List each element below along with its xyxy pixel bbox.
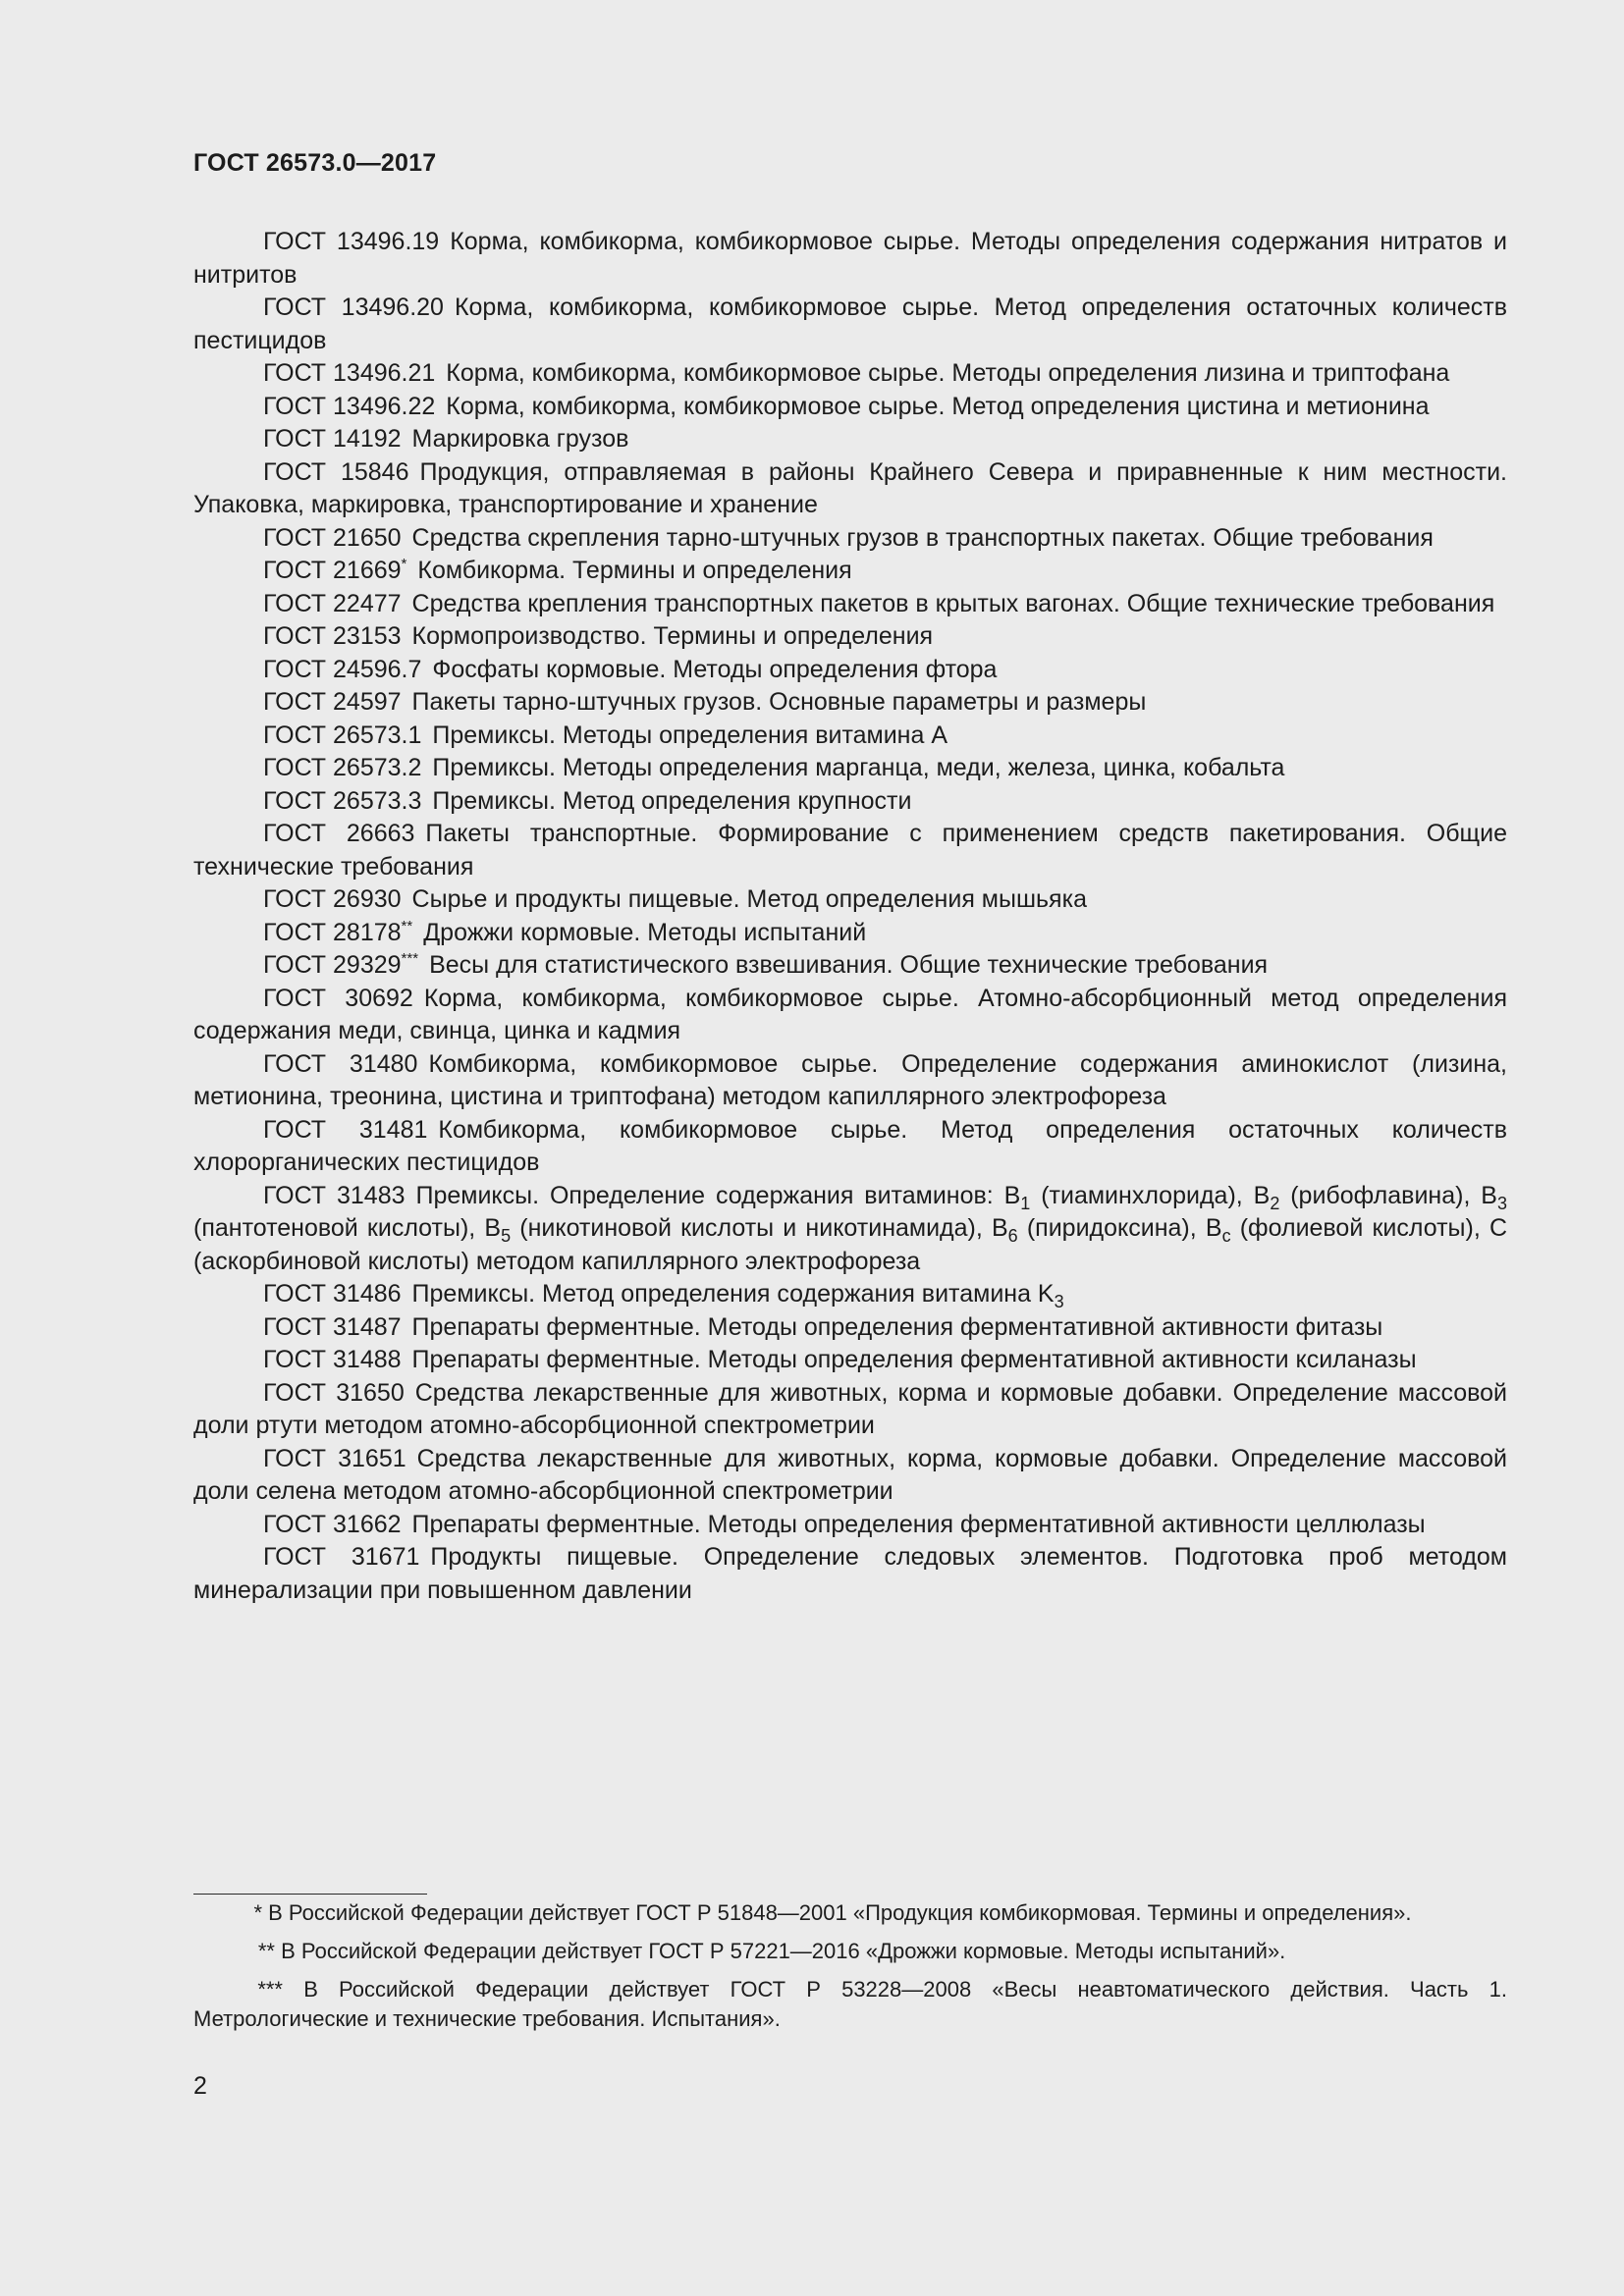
reference-item xyxy=(193,1344,1507,1377)
footnote-mark: ** xyxy=(257,1939,275,1963)
reference-code: ГОСТ 13496.19 xyxy=(263,228,440,255)
document-header: ГОСТ 26573.0—2017 xyxy=(193,149,437,177)
reference-code: ГОСТ 28178** xyxy=(263,917,413,946)
reference-code: ГОСТ 26573.3 xyxy=(263,786,422,815)
footnote-text: В Российской Федерации действует ГОСТ Р 51848—2001 «Продукция комбикормовая. Термины и определения». xyxy=(268,1900,1412,1925)
reference-title: Премиксы. Методы определения витамина А xyxy=(432,721,948,749)
reference-title: Премиксы. Определение содержания витаминов: $B_1$ (тиаминхлорида), $B_2$ (рибофлавина), $B_3$ (пантотеновой кислоты), $B_5$ (никотиновой кислоты и никотинамида), $B_6$ (пиридоксина), $B_c$ (фолиевой кислоты), C (аскорбиновой кислоты) методом капиллярного электрофореза xyxy=(193,1181,1508,1275)
reference-title: Препараты ферментные. Методы определения ферментативной активности фитазы xyxy=(411,1312,1383,1341)
reference-item xyxy=(193,983,1507,1048)
footnote-item xyxy=(193,1898,1507,1928)
reference-title: Премиксы. Метод определения крупности xyxy=(432,786,912,815)
footnote-text: В Российской Федерации действует ГОСТ Р 53228—2008 «Весы неавтоматического действия. Часть 1. Метрологические и технические требования. Испытания». xyxy=(193,1977,1507,2031)
reference-item xyxy=(193,423,1507,456)
reference-title: Сырье и продукты пищевые. Метод определения мышьяка xyxy=(411,885,1087,913)
reference-code: ГОСТ 31488 xyxy=(263,1346,402,1373)
reference-item xyxy=(193,1114,1507,1180)
reference-title: Препараты ферментные. Методы определения ферментативной активности целлюлазы xyxy=(411,1510,1426,1538)
reference-title: Кормопроизводство. Термины и определения xyxy=(411,622,934,650)
reference-title: Пакеты транспортные. Формирование с применением средств пакетирования. Общие технические требования xyxy=(193,820,1507,881)
footnote-mark: ** xyxy=(401,917,413,934)
reference-item xyxy=(193,752,1507,785)
reference-code: ГОСТ 13496.20 xyxy=(263,294,444,321)
reference-code: ГОСТ 31487 xyxy=(263,1312,402,1341)
reference-code: ГОСТ 21669* xyxy=(263,556,407,584)
reference-item xyxy=(193,949,1507,983)
reference-item xyxy=(193,357,1507,391)
reference-item xyxy=(193,522,1507,556)
reference-code: ГОСТ 26663 xyxy=(263,820,415,847)
reference-code: ГОСТ 24597 xyxy=(263,688,402,716)
reference-code: ГОСТ 31651 xyxy=(263,1444,406,1472)
reference-item xyxy=(193,226,1507,292)
reference-item xyxy=(193,456,1507,522)
footnote-mark: *** xyxy=(257,1977,283,2002)
footnote-mark: * xyxy=(401,556,407,572)
reference-item xyxy=(193,917,1507,950)
reference-code: ГОСТ 26930 xyxy=(263,885,402,913)
footnote-mark: * xyxy=(253,1900,262,1925)
page-number: 2 xyxy=(193,2072,207,2100)
reference-code: ГОСТ 14192 xyxy=(263,425,402,453)
reference-title: Комбикорма, комбикормовое сырье. Определение содержания аминокислот (лизина, метионина, треонина, цистина и триптофана) методом капиллярного электрофореза xyxy=(193,1049,1507,1110)
reference-code: ГОСТ 31671 xyxy=(263,1543,420,1571)
reference-item xyxy=(193,1180,1507,1279)
reference-item xyxy=(193,391,1507,424)
reference-title: Продукты пищевые. Определение следовых элементов. Подготовка проб методом минерализации при повышенном давлении xyxy=(193,1543,1507,1604)
reference-item xyxy=(193,1377,1507,1443)
reference-title: Корма, комбикорма, комбикормовое сырье. Метод определения остаточных количеств пестицидов xyxy=(193,294,1507,354)
reference-code: ГОСТ 31481 xyxy=(263,1115,428,1144)
reference-item xyxy=(193,555,1507,588)
reference-code: ГОСТ 31483 xyxy=(263,1181,406,1209)
reference-title: Средства лекарственные для животных, корма и кормовые добавки. Определение массовой доли ртути методом атомно-абсорбционной спектрометрии xyxy=(193,1378,1508,1439)
reference-code: ГОСТ 13496.22 xyxy=(263,392,436,420)
footnote-separator xyxy=(193,1894,427,1895)
reference-code: ГОСТ 26573.1 xyxy=(263,721,422,749)
reference-title: Комбикорма, комбикормовое сырье. Метод определения остаточных количеств хлорорганических пестицидов xyxy=(193,1115,1507,1176)
reference-code: ГОСТ 29329*** xyxy=(263,950,419,979)
reference-item xyxy=(193,620,1507,654)
reference-item xyxy=(193,818,1507,883)
reference-title: Средства лекарственные для животных, корма, кормовые добавки. Определение массовой доли селена методом атомно-абсорбционной спектрометрии xyxy=(193,1444,1507,1505)
reference-code: ГОСТ 22477 xyxy=(263,589,402,617)
reference-title: Пакеты тарно-штучных грузов. Основные параметры и размеры xyxy=(411,688,1147,716)
reference-title: Премиксы. Метод определения содержания витамина $K_3$ xyxy=(411,1280,1064,1311)
reference-item xyxy=(193,1048,1507,1114)
reference-title: Дрожжи кормовые. Методы испытаний xyxy=(423,918,867,946)
reference-item xyxy=(193,785,1507,819)
reference-item xyxy=(193,1443,1507,1509)
reference-item xyxy=(193,588,1507,621)
footnote-text: В Российской Федерации действует ГОСТ Р 57221—2016 «Дрожжи кормовые. Методы испытаний». xyxy=(281,1939,1286,1963)
reference-title: Средства крепления транспортных пакетов в крытых вагонах. Общие технические требования xyxy=(411,589,1495,617)
footnote-item xyxy=(193,1975,1507,2034)
footnote-item xyxy=(193,1937,1507,1966)
reference-code: ГОСТ 31650 xyxy=(263,1378,405,1407)
reference-title: Корма, комбикорма, комбикормовое сырье. Метод определения цистина и метионина xyxy=(446,392,1430,420)
reference-code: ГОСТ 24596.7 xyxy=(263,655,422,683)
reference-code: ГОСТ 31662 xyxy=(263,1510,402,1538)
normative-references-list xyxy=(193,226,1507,1607)
reference-title: Корма, комбикорма, комбикормовое сырье. Методы определения лизина и триптофана xyxy=(446,359,1450,387)
reference-code: ГОСТ 26573.2 xyxy=(263,754,422,781)
reference-title: Продукция, отправляемая в районы Крайнего Севера и приравненные к ним местности. Упаковка, маркировка, транспортирование и хранение xyxy=(193,457,1507,518)
reference-title: Весы для статистического взвешивания. Общие технические требования xyxy=(429,951,1269,979)
reference-item xyxy=(193,1278,1507,1311)
reference-title: Средства скрепления тарно-штучных грузов в транспортных пакетах. Общие требования xyxy=(411,523,1434,552)
reference-item xyxy=(193,720,1507,753)
reference-item xyxy=(193,686,1507,720)
reference-code: ГОСТ 30692 xyxy=(263,984,413,1012)
reference-code: ГОСТ 15846 xyxy=(263,457,409,486)
footnotes xyxy=(193,1898,1507,2043)
reference-code: ГОСТ 23153 xyxy=(263,622,402,650)
reference-title: Маркировка грузов xyxy=(411,425,629,453)
reference-item xyxy=(193,1509,1507,1542)
reference-title: Фосфаты кормовые. Методы определения фтора xyxy=(432,655,998,683)
reference-item xyxy=(193,883,1507,917)
reference-title: Корма, комбикорма, комбикормовое сырье. Методы определения содержания нитратов и нитритов xyxy=(193,228,1507,289)
reference-code: ГОСТ 13496.21 xyxy=(263,359,436,387)
reference-item xyxy=(193,292,1507,357)
reference-code: ГОСТ 21650 xyxy=(263,523,402,552)
reference-item xyxy=(193,654,1507,687)
footnote-mark: *** xyxy=(401,950,419,967)
reference-title: Премиксы. Методы определения марганца, меди, железа, цинка, кобальта xyxy=(432,754,1285,781)
reference-item xyxy=(193,1541,1507,1607)
reference-code: ГОСТ 31480 xyxy=(263,1049,418,1078)
reference-title: Препараты ферментные. Методы определения ферментативной активности ксиланазы xyxy=(411,1346,1417,1373)
reference-code: ГОСТ 31486 xyxy=(263,1280,402,1308)
reference-item xyxy=(193,1311,1507,1345)
reference-title: Комбикорма. Термины и определения xyxy=(417,557,852,584)
reference-title: Корма, комбикорма, комбикормовое сырье. Атомно-абсорбционный метод определения содержания меди, свинца, цинка и кадмия xyxy=(193,984,1507,1044)
